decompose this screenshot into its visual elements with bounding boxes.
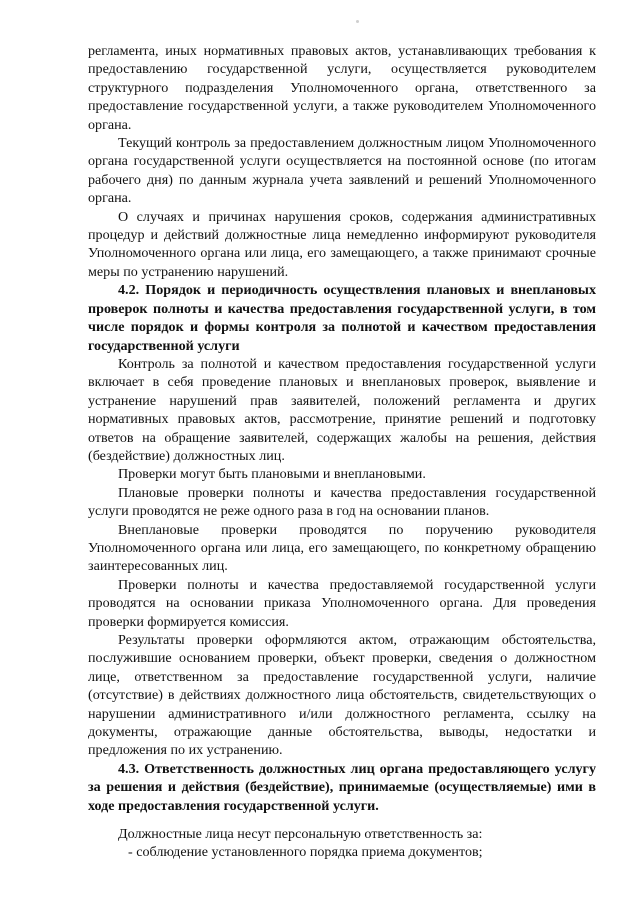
paragraph-current-control: Текущий контроль за предоставлением должностным лицом Уполномоченного органа государственной услуги осуществляется на постоянной основе (по итогам рабочего дня) по данным журнала учета заявлений и решений Уполномоченного органа. [88,135,596,207]
paragraph-continuation: регламента, иных нормативных правовых актов, устанавливающих требования к предоставлению государственной услуги, осуществляется руководителем структурного подразделения Уполномоченного органа, ответственного за предоставление государственной услуги, а также руководителем Уполномоченного органа. [88,43,596,133]
document-body [88,42,596,862]
paragraph-violations: О случаях и причинах нарушения сроков, содержания административных процедур и действий должностные лица немедленно информируют руководителя Уполномоченного органа или лица, его замещающего, а также принимают срочные меры по устранению нарушений. [88,208,596,280]
paragraph-inspection-results: Результаты проверки оформляются актом, отражающим обстоятельства, послужившие основанием проверки, объект проверки, сведения о должностном лице, ответственном за предоставление государственной услуги, наличие (отсутствие) в действиях должностного лица обстоятельств, свидетельствующих о нарушении административного и/или должностного регламента, ссылку на документы, отражающие данные обстоятельства, выводы, недостатки и предложения по их устранению. [88,632,596,759]
section-heading-4-2: 4.2. Порядок и периодичность осуществления плановых и внеплановых проверок полноты и качества предоставления государственной услуги, в том числе порядок и формы контроля за полнотой и качеством предоставления государственной услуги [88,282,596,354]
scan-speck [356,20,359,23]
section-heading-4-3: 4.3. Ответственность должностных лиц органа предоставляющего услугу за решения и действия (бездействие), принимаемые (осуществляемые) ими в ходе предоставления государственной услуги. [88,760,596,814]
paragraph-inspection-types: Проверки могут быть плановыми и внеплановыми. [118,466,426,483]
list-item-document-acceptance: - соблюдение установленного порядка приема документов; [128,844,483,861]
paragraph-responsibility-intro: Должностные лица несут персональную ответственность за: [118,826,483,843]
paragraph-control-scope: Контроль за полнотой и качеством предоставления государственной услуги включает в себя проведение плановых и внеплановых проверок, выявление и устранение нарушений прав заявителей, положений регламента и других нормативных правовых актов, рассмотрение, принятие решений и подготовку ответов на обращение заявителей, содержащих жалобы на решения, действия (бездействие) должностных лиц. [88,355,596,464]
paragraph-unplanned-inspections: Внеплановые проверки проводятся по поручению руководителя Уполномоченного органа или лица, его замещающего, по конкретному обращению заинтересованных лиц. [88,521,596,575]
paragraph-inspection-basis: Проверки полноты и качества предоставляемой государственной услуги проводятся на основании приказа Уполномоченного органа. Для проведения проверки формируется комиссия. [88,576,596,630]
paragraph-planned-inspections: Плановые проверки полноты и качества предоставления государственной услуги проводятся не реже одного раза в год на основании планов. [88,484,596,520]
